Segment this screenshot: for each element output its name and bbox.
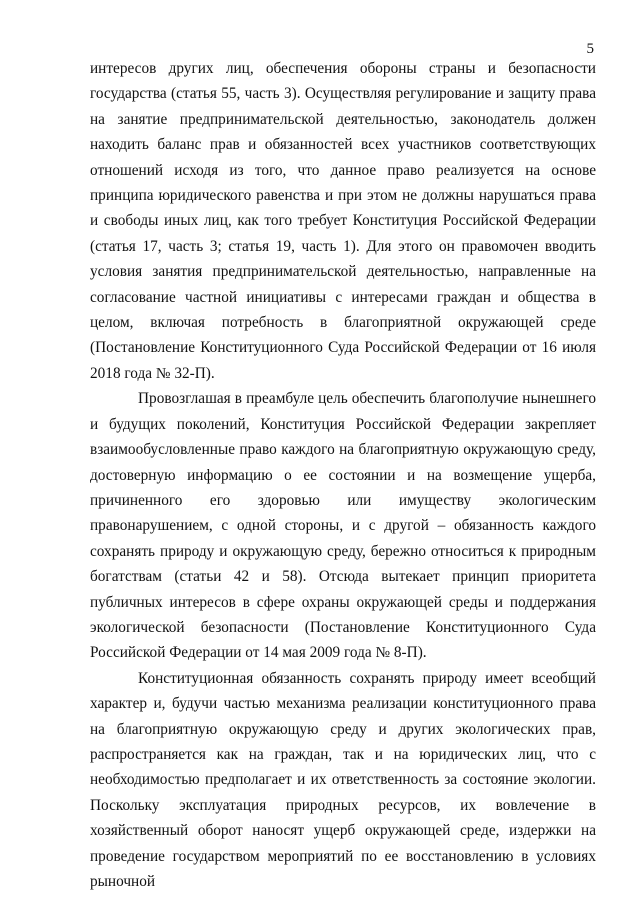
document-body: [90, 56, 596, 894]
paragraph-obligation: Конституционная обязанность сохранять природу имеет всеобщий характер и, будучи частью механизма реализации конституционного права на благоприятную окружающую среду и других экологических прав, распространяется как на граждан, так и на юридических лиц, что с необходимостью предполагает и их ответственность за состояние экологии. Поскольку эксплуатация природных ресурсов, их вовлечение в хозяйственный оборот наносят ущерб окружающей среде, издержки на проведение государством мероприятий по ее восстановлению в условиях рыночной: [90, 669, 596, 890]
page-number: 5: [586, 41, 594, 57]
paragraph-continuation: интересов других лиц, обеспечения обороны страны и безопасности государства (статья 55, часть 3). Осуществляя регулирование и защиту права на занятие предпринимательской деятельностью, законодатель должен находить баланс прав и обязанностей всех участников соответствующих отношений исходя из того, что данное право реализуется на основе принципа юридического равенства и при этом не должны нарушаться права и свободы иных лиц, как того требует Конституция Российской Федерации (статья 17, часть 3; статья 19, часть 1). Для этого он правомочен вводить условия занятия предпринимательской деятельностью, направленные на согласование частной инициативы с интересами граждан и общества в целом, включая потребность в благоприятной окружающей среде (Постановление Конституционного Суда Российской Федерации от 16 июля 2018 года № 32-П).: [90, 60, 596, 382]
paragraph-preamble: Провозглашая в преамбуле цель обеспечить благополучие нынешнего и будущих поколений, Конституция Российской Федерации закрепляет взаимообусловленные право каждого на благоприятную окружающую среду, достоверную информацию о ее состоянии и на возмещение ущерба, причиненного его здоровью или имуществу экологическим правонарушением, с одной стороны, и с другой – обязанность каждого сохранять природу и окружающую среду, бережно относиться к природным богатствам (статьи 42 и 58). Отсюда вытекает принцип приоритета публичных интересов в сфере охраны окружающей среды и поддержания экологической безопасности (Постановление Конституционного Суда Российской Федерации от 14 мая 2009 года № 8-П).: [90, 390, 596, 662]
